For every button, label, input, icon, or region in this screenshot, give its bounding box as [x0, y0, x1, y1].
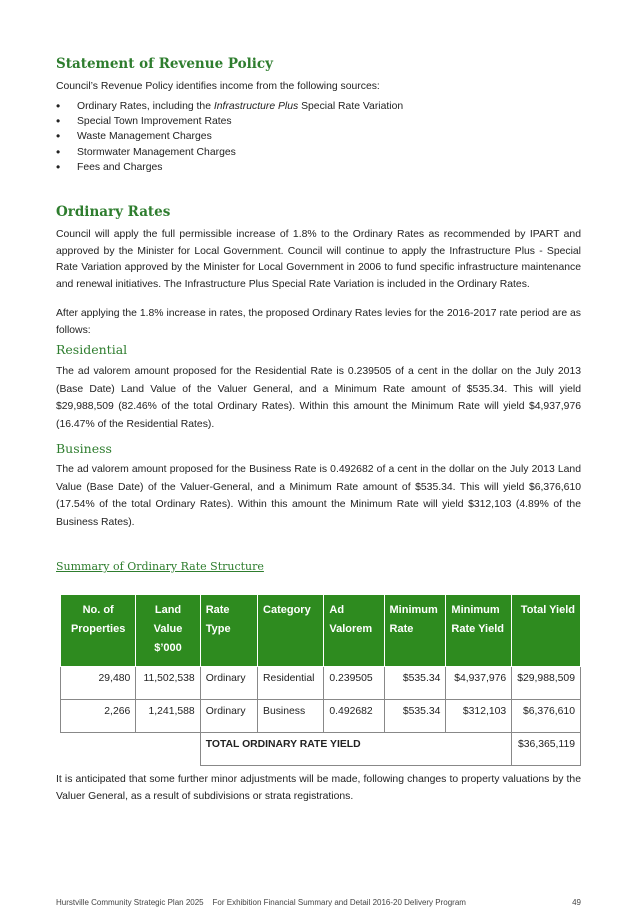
page-number: 49 — [572, 898, 581, 907]
revenue-policy-intro: Council’s Revenue Policy identifies income from the following sources: — [56, 81, 380, 92]
closing-paragraph: It is anticipated that some further minor adjustments will be made, following changes to property valuations by the Valuer General, as a result of subdivisions or strata registrations. — [56, 774, 581, 802]
list-item: • Ordinary Rates, including the Infrastructure Plus Special Rate Variation — [56, 99, 581, 114]
column-header: Ad Valorem — [324, 595, 384, 667]
table-cell: 29,480 — [61, 667, 136, 700]
table-cell: 1,241,588 — [136, 700, 200, 733]
list-item: • Stormwater Management Charges — [56, 145, 581, 160]
table-total-row — [61, 733, 581, 766]
column-header: Minimum Rate Yield — [446, 595, 512, 667]
table-header-row — [61, 595, 581, 667]
table-cell: $312,103 — [446, 700, 512, 733]
list-item: • Waste Management Charges — [56, 129, 581, 144]
column-header: No. of Properties — [61, 595, 136, 667]
column-header: Rate Type — [200, 595, 257, 667]
table-row — [61, 667, 581, 700]
page-footer — [56, 898, 581, 907]
ordinary-rates-levies-paragraph: After applying the 1.8% increase in rates, the proposed Ordinary Rates levies for the 2016-2017 rate period are as follows: — [56, 308, 581, 336]
table-cell: $535.34 — [384, 667, 446, 700]
table-cell: Ordinary — [200, 667, 257, 700]
table-cell: 11,502,538 — [136, 667, 200, 700]
table-cell: $535.34 — [384, 700, 446, 733]
table-cell: $6,376,610 — [512, 700, 581, 733]
total-value: $36,365,119 — [512, 733, 581, 766]
column-header: Minimum Rate — [384, 595, 446, 667]
residential-paragraph: The ad valorem amount proposed for the Residential Rate is 0.239505 of a cent in the dollar on the July 2013 (Base Date) Land Value of the Valuer General, and a Minimum Rate amount of $535.34. This will yield $29,988,509 (82.46% of the total Ordinary Rates). Within this amount the Minimum Rate will yield $4,937,976 (16.47% of the Residential Rates). — [56, 366, 581, 430]
ordinary-rates-paragraph: Council will apply the full permissible increase of 1.8% to the Ordinary Rates as recommended by IPART and approved by the Minister for Local Government. Council will continue to apply the Infrastructure Plus - Special Rate Variation approved by the Minister for Local Government in 2006 to fund specific infrastructure maintenance and renewal initiatives. The Infrastructure Plus Special Rate Variation is included in the Ordinary Rates. — [56, 229, 581, 290]
summary-heading: Summary of Ordinary Rate Structure — [56, 560, 264, 573]
residential-heading: Residential — [56, 342, 128, 357]
column-header: Category — [258, 595, 324, 667]
business-heading: Business — [56, 441, 112, 456]
table-cell: $4,937,976 — [446, 667, 512, 700]
rate-structure-table — [60, 594, 581, 766]
column-header: Land Value $’000 — [136, 595, 200, 667]
business-paragraph: The ad valorem amount proposed for the Business Rate is 0.492682 of a cent in the dollar on the July 2013 Land Value (Base Date) of the Valuer-General, and a Minimum Rate amount of $535.34. This will yield $6,376,610 (17.54% of the total Ordinary Rates). Within this amount the Minimum Rate will yield $312,103 (4.89% of the Business Rates). — [56, 464, 581, 528]
revenue-policy-heading: Statement of Revenue Policy — [56, 56, 273, 72]
list-item: • Special Town Improvement Rates — [56, 114, 581, 129]
revenue-sources-list — [56, 99, 581, 175]
total-label: TOTAL ORDINARY RATE YIELD — [200, 733, 512, 766]
table-row — [61, 700, 581, 733]
table-cell: Business — [258, 700, 324, 733]
table-cell: 0.492682 — [324, 700, 384, 733]
table-cell: 2,266 — [61, 700, 136, 733]
ordinary-rates-heading: Ordinary Rates — [56, 204, 171, 220]
table-cell: Ordinary — [200, 700, 257, 733]
table-cell: Residential — [258, 667, 324, 700]
column-header: Total Yield — [512, 595, 581, 667]
footer-text: Hurstville Community Strategic Plan 2025 For Exhibition Financial Summary and Detail 2016-20 Delivery Program — [56, 898, 466, 907]
table-cell: 0.239505 — [324, 667, 384, 700]
list-item: • Fees and Charges — [56, 160, 581, 175]
table-cell: $29,988,509 — [512, 667, 581, 700]
